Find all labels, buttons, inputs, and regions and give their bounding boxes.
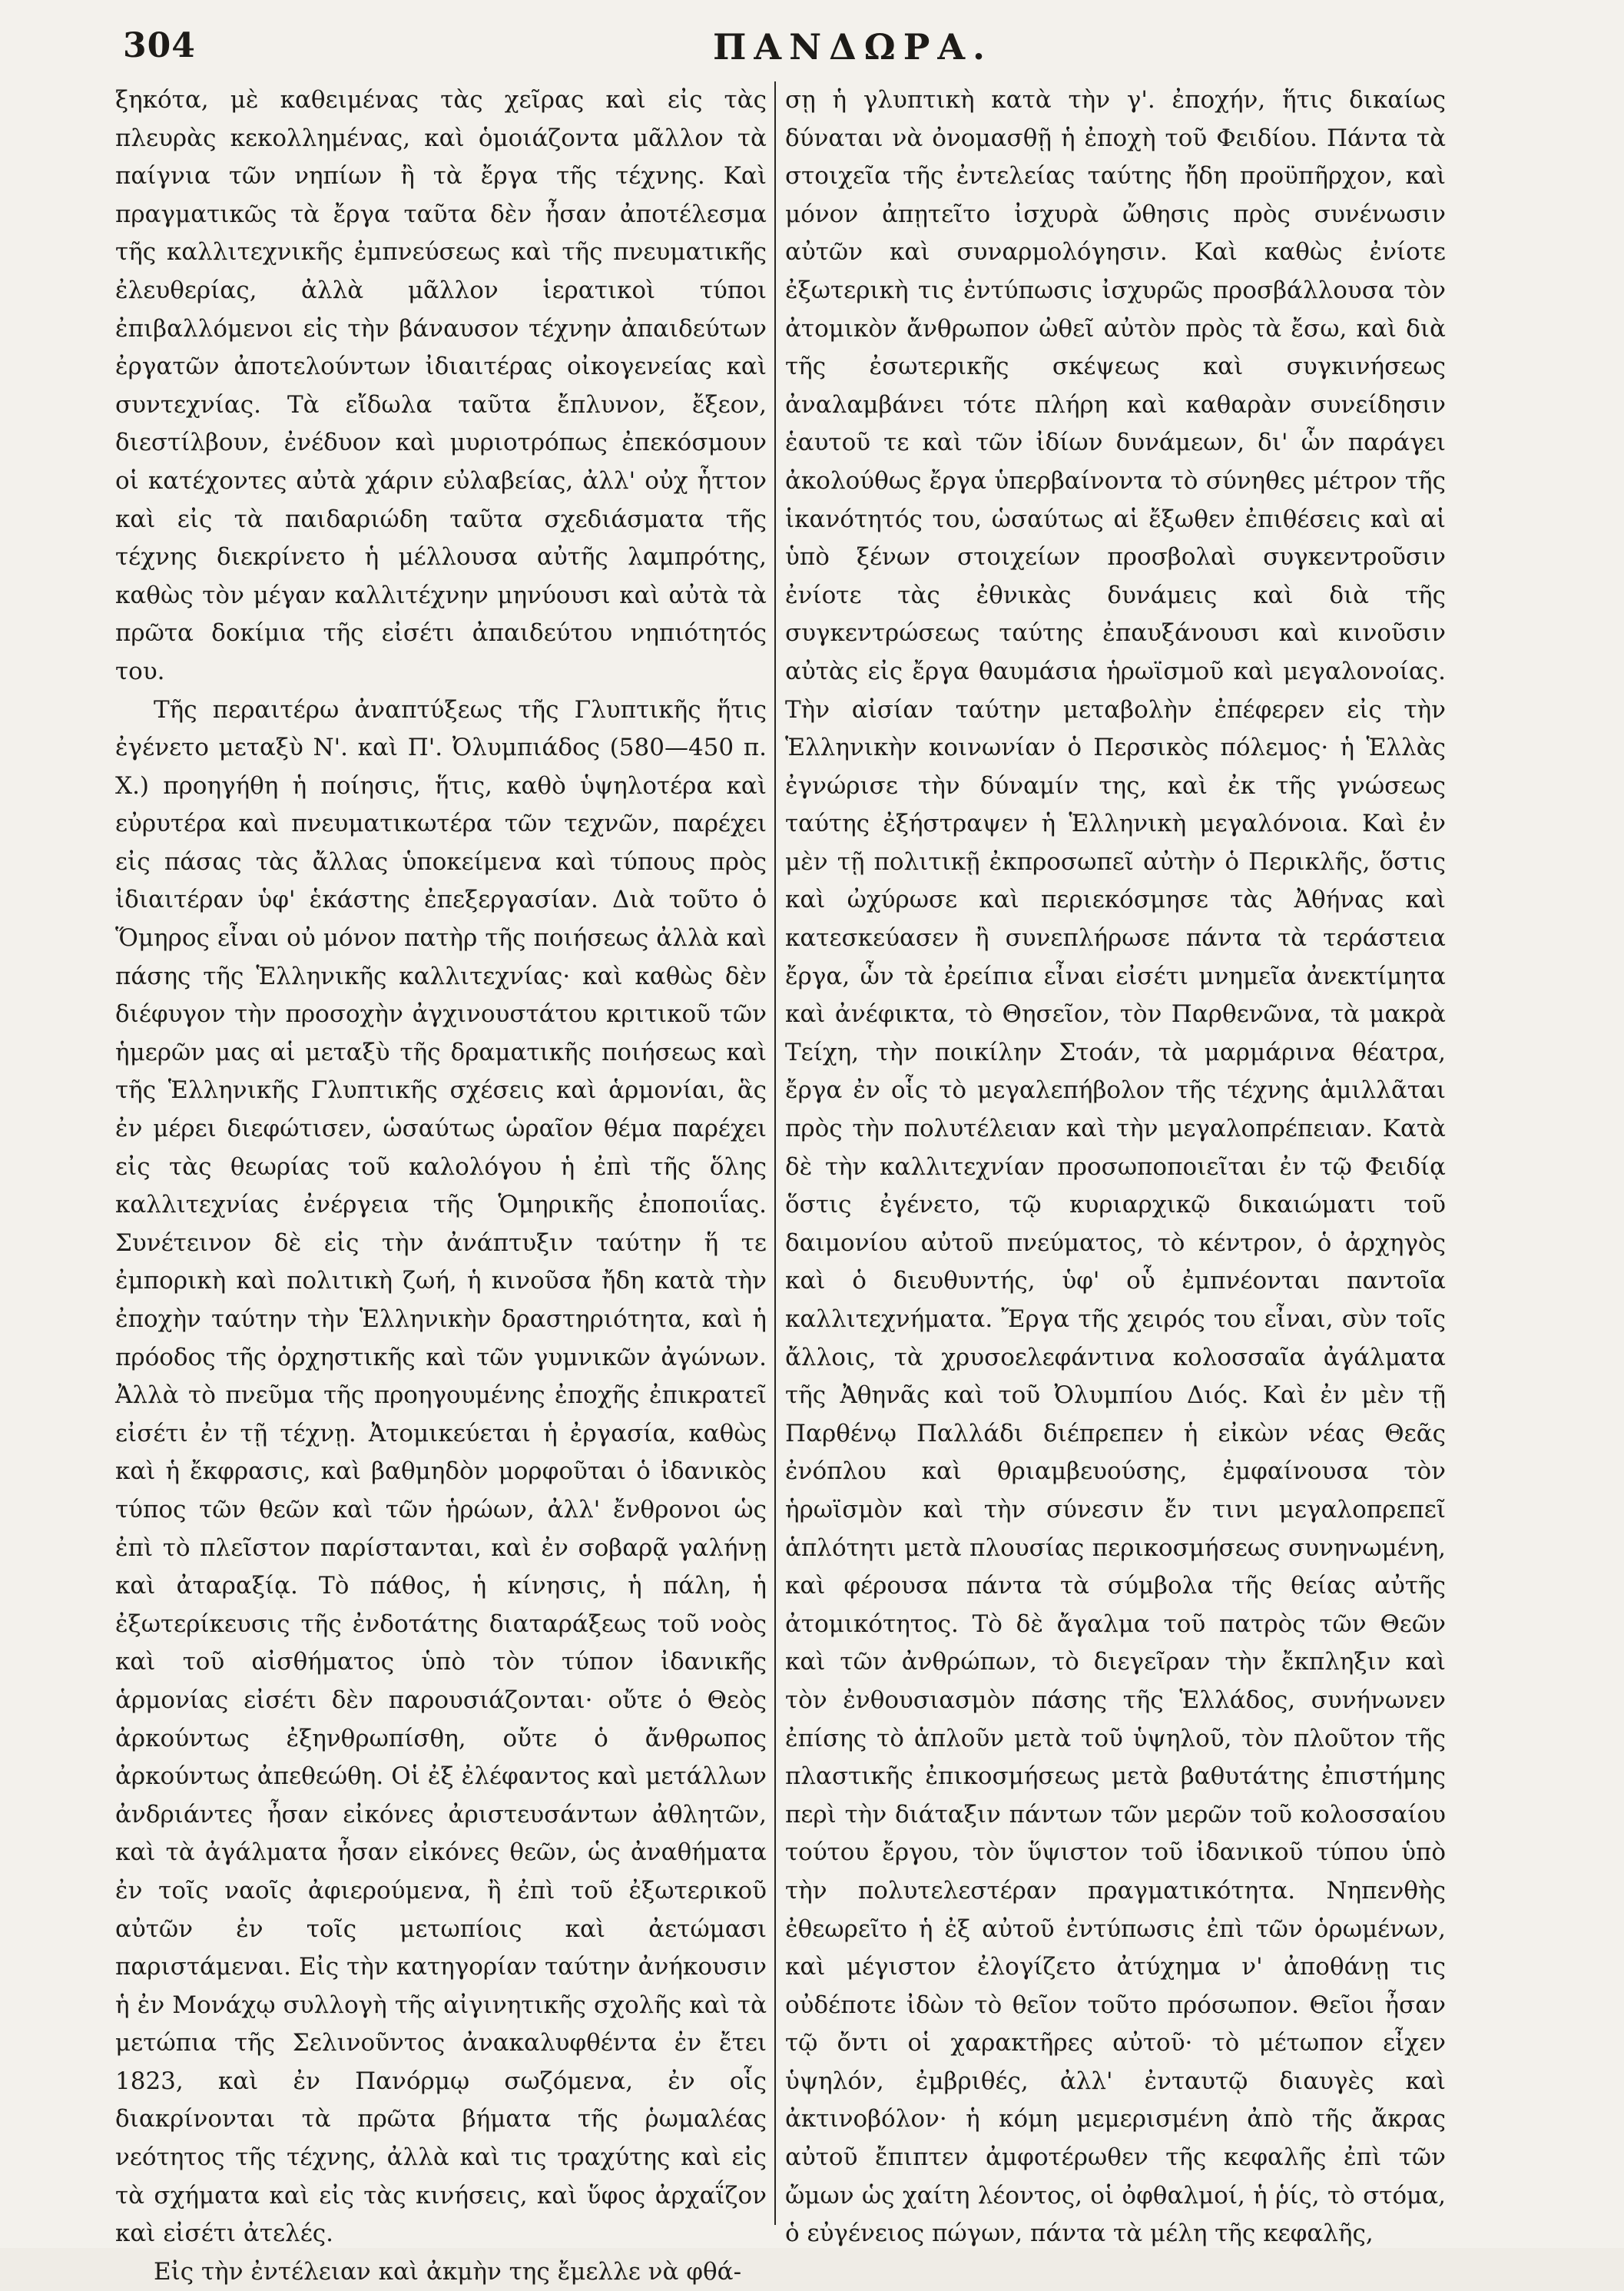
paragraph: Τῆς περαιτέρω ἀναπτύξεως τῆς Γλυπτικῆς ἥτις ἐγένετο μεταξὺ Ν'. καὶ Π'. Ὀλυμπιάδος (580—450 π. Χ.) προηγήθη ἡ ποίησις, ἥτις, καθὸ ὑψηλοτέρα καὶ εὐρυτέρα καὶ πνευματικωτέρα τῶν τεχνῶν, παρέχει εἰς πάσας τὰς ἄλλας ὑποκείμενα καὶ τύπους πρὸς ἰδιαιτέραν ὑφ' ἑκάστης ἐπεξεργασίαν. Διὰ τοῦτο ὁ Ὅμηρος εἶναι οὐ μόνον πατὴρ τῆς ποιήσεως ἀλλὰ καὶ πάσης τῆς Ἑλληνικῆς καλλιτεχνίας· καὶ καθὼς δὲν διέφυγον τὴν προσοχὴν ἀγχινουστάτου κριτικοῦ τῶν ἡμερῶν μας αἱ μεταξὺ τῆς δραματικῆς ποιήσεως καὶ τῆς Ἑλληνικῆς Γλυπτικῆς σχέσεις καὶ ἁρμονίαι, ἃς ἐν μέρει διεφώτισεν, ὡσαύτως ὡραῖον θέμα παρέχει εἰς τὰς θεωρίας τοῦ καλολόγου ἡ ἐπὶ τῆς ὅλης καλλιτεχνίας ἐνέργεια τῆς Ὁμηρικῆς ἐποποιΐας. Συνέτεινον δὲ εἰς τὴν ἀνάπτυξιν ταύτην ἥ τε ἐμπορικὴ καὶ πολιτικὴ ζωή, ἡ κινοῦσα ἤδη κατὰ τὴν ἐποχὴν ταύτην τὴν Ἑλληνικὴν δραστηριότητα, καὶ ἡ πρόοδος τῆς ὀρχηστικῆς καὶ τῶν γυμνικῶν ἀγώνων. Ἀλλὰ τὸ πνεῦμα τῆς προηγουμένης ἐποχῆς ἐπικρατεῖ εἰσέτι ἐν τῇ τέχνῃ. Ἀτομικεύεται ἡ ἐργασία, καθὼς καὶ ἡ ἔκφρασις, καὶ βαθμηδὸν μορφοῦται ὁ ἰδανικὸς τύπος τῶν θεῶν καὶ τῶν ἡρώων, ἀλλ' ἔνθρονοι ὡς ἐπὶ τὸ πλεῖστον παρίστανται, καὶ ἐν σοβαρᾷ γαλήνῃ καὶ ἀταραξίᾳ. Τὸ πάθος, ἡ κίνησις, ἡ πάλη, ἡ ἐξωτερίκευσις τῆς ἐνδοτάτης διαταράξεως τοῦ νοὸς καὶ τοῦ αἰσθήματος ὑπὸ τὸν τύπον ἰδανικῆς ἁρμονίας εἰσέτι δὲν παρουσιάζονται· οὔτε ὁ Θεὸς ἀρκούντως ἐξηνθρωπίσθη, οὔτε ὁ ἄνθρωπος ἀρκούντως ἀπεθεώθη. Οἱ ἐξ ἐλέφαντος καὶ μετάλλων ἀνδριάντες ἦσαν εἰκόνες ἀριστευσάντων ἀθλητῶν, καὶ τὰ ἀγάλματα ἦσαν εἰκόνες θεῶν, ὡς ἀναθήματα ἐν τοῖς ναοῖς ἀφιερούμενα, ἢ ἐπὶ τοῦ ἐξωτερικοῦ αὐτῶν ἐν τοῖς μετωπίοις καὶ ἀετώμασι παριστάμεναι. Εἰς τὴν κατηγορίαν ταύτην ἀνήκουσιν ἡ ἐν Μονάχῳ συλλογὴ τῆς αἰγινητικῆς σχολῆς καὶ τὰ μετώπια τῆς Σελινοῦντος ἀνακαλυφθέντα ἐν ἔτει 1823, καὶ ἐν Πανόρμῳ σωζόμενα, ἐν οἷς διακρίνονται τὰ πρῶτα βήματα τῆς ῥωμαλέας νεότητος τῆς τέχνης, ἀλλὰ καὶ τις τραχύτης καὶ εἰς τὰ σχήματα καὶ εἰς τὰς κινήσεις, καὶ ὕφος ἀρχαΐζον καὶ εἰσέτι ἀτελές. bbox=[115, 695, 767, 2248]
paragraph: Εἰς τὴν ἐντέλειαν καὶ ἀκμὴν της ἔμελλε νὰ φθά- bbox=[154, 2257, 742, 2286]
left-column bbox=[115, 81, 767, 2286]
page-header bbox=[123, 26, 1567, 71]
column-divider bbox=[774, 81, 776, 2225]
paragraph: σῃ ἡ γλυπτικὴ κατὰ τὴν γ'. ἐποχήν, ἥτις δικαίως δύναται νὰ ὀνομασθῇ ἡ ἐποχὴ τοῦ Φειδίου. Πάντα τὰ στοιχεῖα τῆς ἐντελείας ταύτης ἤδη προϋπῆρχον, καὶ μόνον ἀπῃτεῖτο ἰσχυρὰ ὤθησις πρὸς συνένωσιν αὐτῶν καὶ συναρμολόγησιν. Καὶ καθὼς ἐνίοτε ἐξωτερικὴ τις ἐντύπωσις ἰσχυρῶς προσβάλλουσα τὸν ἀτομικὸν ἄνθρωπον ὠθεῖ αὐτὸν πρὸς τὰ ἔσω, καὶ διὰ τῆς ἐσωτερικῆς σκέψεως καὶ συγκινήσεως ἀναλαμβάνει τότε πλήρη καὶ καθαρὰν συνείδησιν ἑαυτοῦ τε καὶ τῶν ἰδίων δυνάμεων, δι' ὧν παράγει ἀκολούθως ἔργα ὑπερβαίνοντα τὸ σύνηθες μέτρον τῆς ἱκανότητός του, ὡσαύτως αἱ ἔξωθεν ἐπιθέσεις καὶ αἱ ὑπὸ ξένων στοιχείων προσβολαὶ συγκεντροῦσιν ἐνίοτε τὰς ἐθνικὰς δυνάμεις καὶ διὰ τῆς συγκεντρώσεως ταύτης ἐπαυξάνουσι καὶ κινοῦσιν αὐτὰς εἰς ἔργα θαυμάσια ἡρωϊσμοῦ καὶ μεγαλονοίας. Τὴν αἰσίαν ταύτην μεταβολὴν ἐπέφερεν εἰς τὴν Ἑλληνικὴν κοινωνίαν ὁ Περσικὸς πόλεμος· ἡ Ἑλλὰς ἐγνώρισε τὴν δύναμίν της, καὶ ἐκ τῆς γνώσεως ταύτης ἐξήστραψεν ἡ Ἑλληνικὴ μεγαλόνοια. Καὶ ἐν μὲν τῇ πολιτικῇ ἐκπροσωπεῖ αὐτὴν ὁ Περικλῆς, ὅστις καὶ ὠχύρωσε καὶ περιεκόσμησε τὰς Ἀθήνας καὶ κατεσκεύασεν ἢ συνεπλήρωσε πάντα τὰ τεράστεια ἔργα, ὧν τὰ ἐρείπια εἶναι εἰσέτι μνημεῖα ἀνεκτίμητα καὶ ἀνέφικτα, τὸ Θησεῖον, τὸν Παρθενῶνα, τὰ μακρὰ Τείχη, τὴν ποικίλην Στοάν, τὰ μαρμάρινα θέατρα, ἔργα ἐν οἷς τὸ μεγαλεπήβολον τῆς τέχνης ἁμιλλᾶται πρὸς τὴν πολυτέλειαν καὶ τὴν μεγαλοπρέπειαν. Κατὰ δὲ τὴν καλλιτεχνίαν προσωποποιεῖται ἐν τῷ Φειδίᾳ ὅστις ἐγένετο, τῷ κυριαρχικῷ δικαιώματι τοῦ δαιμονίου αὐτοῦ πνεύματος, τὸ κέντρον, ὁ ἀρχηγὸς καὶ ὁ διευθυντής, ὑφ' οὗ ἐμπνέονται παντοῖα καλλιτεχνήματα. Ἔργα τῆς χειρός του εἶναι, σὺν τοῖς ἄλλοις, τὰ χρυσοελεφάντινα κολοσσαῖα ἀγάλματα τῆς Ἀθηνᾶς καὶ τοῦ Ὀλυμπίου Διός. Καὶ ἐν μὲν τῇ Παρθένῳ Παλλάδι διέπρεπεν ἡ εἰκὼν νέας Θεᾶς ἐνόπλου καὶ θριαμβευούσης, ἐμφαίνουσα τὸν ἡρωϊσμὸν καὶ τὴν σύνεσιν ἔν τινι μεγαλοπρεπεῖ ἁπλότητι μετὰ πλουσίας περικοσμήσεως συνηνωμένη, καὶ φέρουσα πάντα τὰ σύμβολα τῆς θείας αὐτῆς ἀτομικότητος. Τὸ δὲ ἄγαλμα τοῦ πατρὸς τῶν Θεῶν καὶ τῶν ἀνθρώπων, τὸ διεγεῖραν τὴν ἔκπληξιν καὶ τὸν ἐνθουσιασμὸν πάσης τῆς Ἑλλάδος, συνήνωνεν ἐπίσης τὸ ἁπλοῦν μετὰ τοῦ ὑψηλοῦ, τὸν πλοῦτον τῆς πλαστικῆς ἐπικοσμήσεως μετὰ βαθυτάτης ἐπιστήμης περὶ τὴν διάταξιν πάντων τῶν μερῶν τοῦ κολοσσαίου τούτου ἔργου, τὸν ὕψιστον τοῦ ἰδανικοῦ τύπου ὑπὸ τὴν πολυτελεστέραν πραγματικότητα. Νηπενθὴς ἐθεωρεῖτο ἡ ἐξ αὐτοῦ ἐντύπωσις ἐπὶ τῶν ὁρωμένων, καὶ μέγιστον ἐλογίζετο ἀτύχημα ν' ἀποθάνῃ τις οὐδέποτε ἰδὼν τὸ θεῖον τοῦτο πρόσωπον. Θεῖοι ἦσαν τῷ ὄντι οἱ χαρακτῆρες αὐτοῦ· τὸ μέτωπον εἶχεν ὑψηλόν, ἐμβριθές, ἀλλ' ἐνταυτῷ διαυγὲς καὶ ἀκτινοβόλον· ἡ κόμη μεμερισμένη ἀπὸ τῆς ἄκρας αὐτοῦ ἔπιπτεν ἀμφοτέρωθεν τῆς κεφαλῆς ἐπὶ τῶν ὤμων ὡς χαίτη λέοντος, οἱ ὀφθαλμοί, ἡ ῥίς, τὸ στόμα, ὁ εὐγένειος πώγων, πάντα τὰ μέλη τῆς κεφαλῆς, bbox=[785, 86, 1446, 2248]
right-column bbox=[785, 81, 1446, 2248]
running-title: ΠΑΝΔΩΡΑ. bbox=[712, 26, 993, 68]
page-number: 304 bbox=[123, 26, 196, 65]
paragraph: ξηκότα, μὲ καθειμένας τὰς χεῖρας καὶ εἰς τὰς πλευρὰς κεκολλημένας, καὶ ὁμοιάζοντα μᾶλλον τὰ παίγνια τῶν νηπίων ἢ τὰ ἔργα τῆς τέχνης. Καὶ πραγματικῶς τὰ ἔργα ταῦτα δὲν ἦσαν ἀποτέλεσμα τῆς καλλιτεχνικῆς ἐμπνεύσεως καὶ τῆς πνευματικῆς ἐλευθερίας, ἀλλὰ μᾶλλον ἱερατικοὶ τύποι ἐπιβαλλόμενοι εἰς τὴν βάναυσον τέχνην ἀπαιδεύτων ἐργατῶν ἀποτελούντων ἰδιαιτέρας οἰκογενείας καὶ συντεχνίας. Τὰ εἴδωλα ταῦτα ἔπλυνον, ἔξεον, διεστίλβουν, ἐνέδυον καὶ μυριοτρόπως ἐπεκόσμουν οἱ κατέχοντες αὐτὰ χάριν εὐλαβείας, ἀλλ' οὐχ ἧττον καὶ εἰς τὰ παιδαριώδη ταῦτα σχεδιάσματα τῆς τέχνης διεκρίνετο ἡ μέλλουσα αὐτῆς λαμπρότης, καθὼς τὸν μέγαν καλλιτέχνην μηνύουσι καὶ αὐτὰ τὰ πρῶτα δοκίμια τῆς εἰσέτι ἀπαιδεύτου νηπιότητός του. bbox=[115, 86, 767, 685]
